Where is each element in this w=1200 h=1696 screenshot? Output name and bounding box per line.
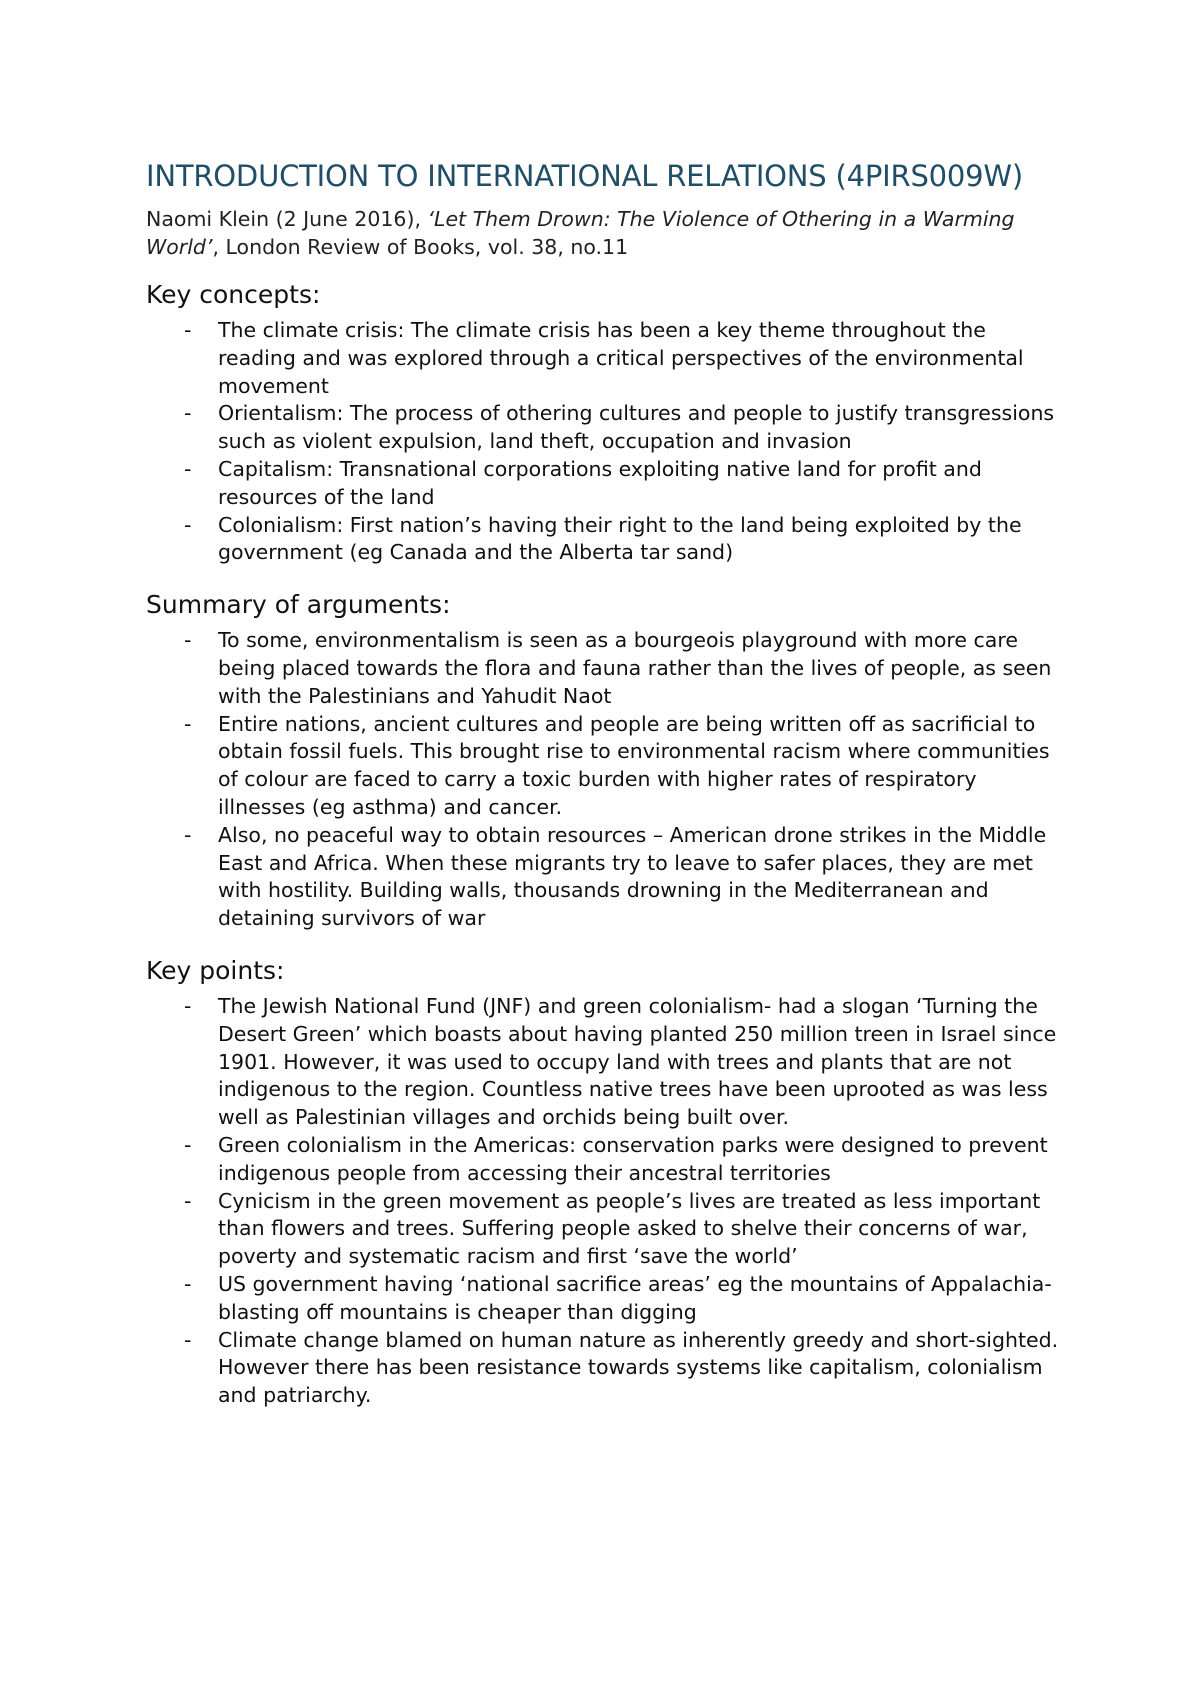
section-heading-summary-of-arguments: Summary of arguments: (146, 590, 451, 620)
list-item (146, 1271, 1066, 1327)
summary-of-arguments-list (146, 627, 1066, 933)
citation-publication: , London Review of Books, vol. 38, no.11 (212, 235, 629, 259)
dash-bullet: - (184, 1188, 192, 1213)
dash-bullet: - (184, 1327, 192, 1352)
list-item (146, 711, 1066, 822)
reading-citation (146, 205, 1066, 261)
list-item-text: Orientalism: The process of othering cultures and people to justify transgressions such as violent expulsion, land theft, occupation and invasion (218, 401, 1055, 454)
list-item (146, 627, 1066, 710)
list-item (146, 456, 1066, 512)
list-item-text: Entire nations, ancient cultures and people are being written off as sacrificial to obtain fossil fuels. This brought rise to environmental racism where communities of colour are faced to carry a toxic burden with higher rates of respiratory illnesses (eg asthma) and cancer. (218, 711, 1050, 819)
list-item (146, 1327, 1066, 1410)
dash-bullet: - (184, 1132, 192, 1157)
list-item-text: Also, no peaceful way to obtain resources – American drone strikes in the Middle East and Africa. When these migrants try to leave to safer places, they are met with hostility. Building walls, thousands drowning in the Mediterranean and detaining survivors of war (218, 822, 1047, 931)
list-item-text: Cynicism in the green movement as people’s lives are treated as less important than flowers and trees. Suffering people asked to shelve their concerns of war, poverty and systematic racism and first ‘save the world’ (218, 1188, 1041, 1269)
list-item-text: US government having ‘national sacrifice areas’ eg the mountains of Appalachia- blasting off mountains is cheaper than digging (218, 1271, 1052, 1324)
list-item (146, 400, 1066, 456)
list-item-text: Climate change blamed on human nature as inherently greedy and short-sighted. However there has been resistance towards systems like capitalism, colonialism and patriarchy. (218, 1327, 1059, 1408)
dash-bullet: - (184, 401, 192, 426)
dash-bullet: - (184, 822, 192, 847)
list-item (146, 822, 1066, 933)
list-item-text: The Jewish National Fund (JNF) and green colonialism- had a slogan ‘Turning the Desert Green’ which boasts about having planted 250 million treen in Israel since 1901. However, it was used to occupy land with trees and plants that are not indigenous to the region. Countless native trees have been uprooted as was less well as Palestinian villages and orchids being built over. (218, 993, 1057, 1130)
dash-bullet: - (184, 711, 192, 736)
dash-bullet: - (184, 993, 192, 1018)
list-item (146, 1188, 1066, 1271)
list-item-text: Green colonialism in the Americas: conservation parks were designed to prevent indigenous people from accessing their ancestral territories (218, 1132, 1048, 1185)
list-item (146, 317, 1066, 400)
section-heading-key-points: Key points: (146, 955, 285, 985)
dash-bullet: - (184, 1271, 192, 1296)
dash-bullet: - (184, 456, 192, 481)
list-item-text: Colonialism: First nation’s having their right to the land being exploited by the government (eg Canada and the Alberta tar sand) (218, 512, 1022, 565)
dash-bullet: - (184, 628, 192, 653)
citation-author-date: Naomi Klein (2 June 2016), (146, 207, 428, 231)
key-concepts-list (146, 317, 1066, 567)
dash-bullet: - (184, 318, 192, 342)
document-page (146, 158, 1066, 1432)
list-item (146, 1132, 1066, 1188)
key-points-list (146, 993, 1066, 1410)
document-title: INTRODUCTION TO INTERNATIONAL RELATIONS (4PIRS009W) (146, 159, 1024, 193)
list-item-text: The climate crisis: The climate crisis has been a key theme throughout the reading and was explored through a critical perspectives of the environmental movement (218, 318, 1024, 398)
list-item (146, 993, 1066, 1132)
section-heading-key-concepts: Key concepts: (146, 280, 321, 309)
list-item-text: To some, environmentalism is seen as a bourgeois playground with more care being placed towards the flora and fauna rather than the lives of people, as seen with the Palestinians and Yahudit Naot (218, 628, 1052, 708)
list-item-text: Capitalism: Transnational corporations exploiting native land for profit and resources of the land (218, 456, 982, 509)
citation-article-title: ‘Let Them Drown: The Violence of Othering in a Warming World’ (146, 207, 1015, 259)
list-item (146, 512, 1066, 568)
dash-bullet: - (184, 512, 192, 537)
